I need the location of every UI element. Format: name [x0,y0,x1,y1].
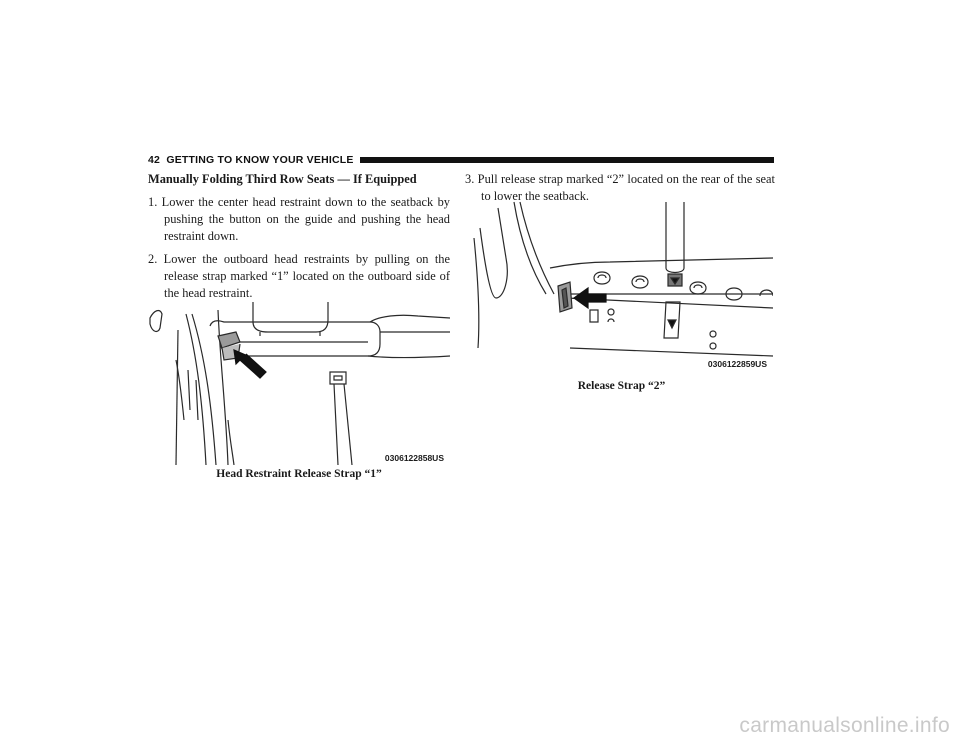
step-3: 3. Pull release strap marked “2” located on the rear of the seat to lower the seatback. [465,172,775,203]
watermark: carmanualsonline.info [739,714,950,737]
figure-1-caption: Head Restraint Release Strap “1” [216,468,382,480]
section-title: Manually Folding Third Row Seats — If Equipped [148,172,417,186]
step-1: 1. Lower the center head restraint down to the seatback by pushing the button on the guide and pushing the head restraint down. [148,195,450,243]
left-column [148,171,450,308]
header-text [148,154,360,166]
figure-1-code: 0306122858US [384,453,444,463]
figure-2-code: 0306122859US [707,359,767,369]
figure-2-caption: Release Strap “2” [577,380,666,392]
release-strap-illustration [470,198,773,373]
step-2: 2. Lower the outboard head restraints by pulling on the release strap marked “1” located on the outboard side of the head restraint. [148,252,450,300]
header-section-title: GETTING TO KNOW YOUR VEHICLE [166,154,354,166]
page-number: 42 [148,154,161,166]
page-header [148,153,774,167]
header-rule [360,157,774,163]
head-restraint-illustration [148,300,450,465]
